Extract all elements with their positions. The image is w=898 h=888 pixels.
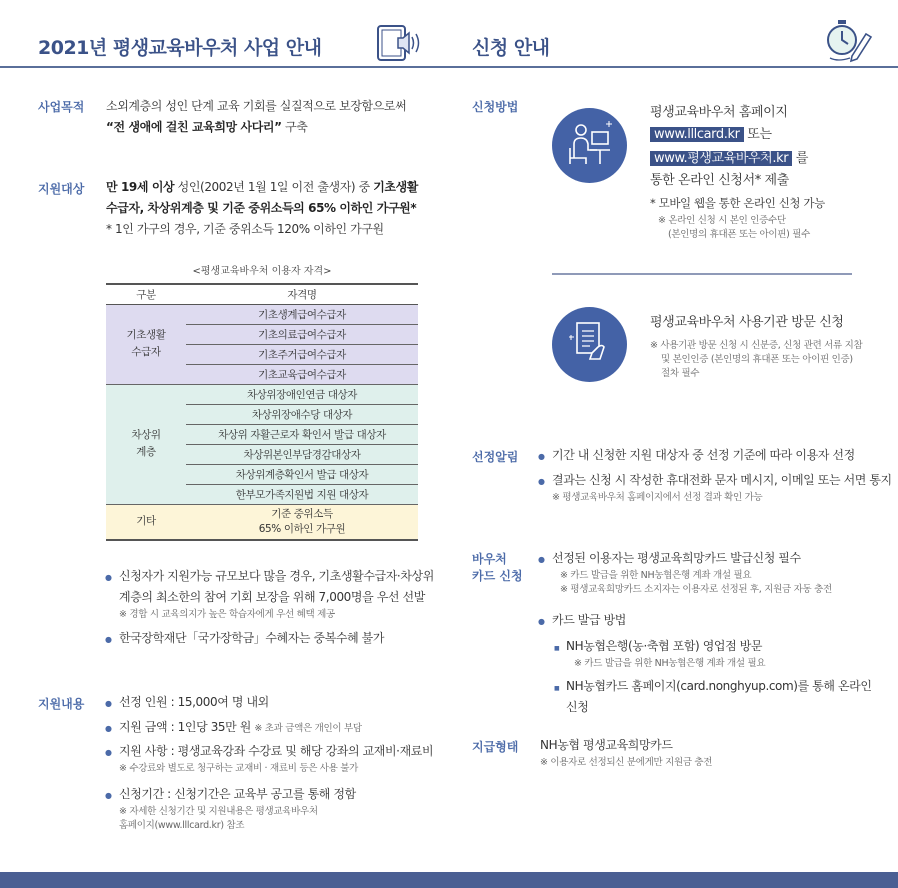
- notify-label: 선정알림: [472, 450, 519, 464]
- payment-text: NH농협 평생교육희망카드 ※ 이용자로 선정되신 분에게만 지원금 충전: [540, 738, 713, 768]
- table-header-category: 구분: [106, 284, 186, 304]
- table-row: [106, 384, 418, 404]
- document-hand-icon: [552, 307, 627, 382]
- table-cell: 차상위장애수당 대상자: [186, 404, 418, 424]
- notify-item-1: ● 기간 내 신청한 지원 대상자 중 선정 기준에 따라 이용자 선정: [552, 445, 887, 466]
- table-row: [106, 304, 418, 324]
- table-cell: 기준 중위소득 65% 이하인 가구원: [186, 504, 418, 540]
- support-label: 지원내용: [38, 697, 85, 711]
- purpose-line2: “전 생애에 걸친 교육희망 사다리” 구축: [106, 120, 308, 134]
- table-cell: 기초교육급여수급자: [186, 364, 418, 384]
- table-cell: 한부모가족지원법 지원 대상자: [186, 484, 418, 504]
- section-title-apply: 신청 안내: [472, 37, 550, 59]
- group-name-near-poverty: 차상위 계층: [106, 384, 186, 504]
- table-cell: 기초생계급여수급자: [186, 304, 418, 324]
- apply-divider: [552, 273, 852, 275]
- table-cell: 기초의료급여수급자: [186, 324, 418, 344]
- card-label: 바우처 카드 신청: [472, 552, 523, 583]
- card-method-2: ■ NH농협카드 홈페이지(card.nonghyup.com)를 통해 온라인 신청: [566, 676, 886, 718]
- card-item-1: ● 선정된 이용자는 평생교육희망카드 발급신청 필수 ※ 카드 발급을 위한 NH농협은행 계좌 개설 필요 ※ 평생교육희망카드 소지자는 이용자로 선정된 후, 지원금 자동 충전: [552, 548, 887, 597]
- header: [0, 0, 898, 68]
- table-row: [106, 504, 418, 540]
- table-cell: 차상위 자활근로자 확인서 발급 대상자: [186, 424, 418, 444]
- group-name-basic: 기초생활 수급자: [106, 304, 186, 384]
- support-item-1: ● 선정 인원 : 15,000여 명 내외: [119, 692, 439, 713]
- person-computer-icon: [552, 108, 627, 183]
- apply-label: 신청방법: [472, 100, 519, 114]
- url-lllcard[interactable]: www.lllcard.kr: [650, 127, 744, 142]
- table-cell: 차상위계층확인서 발급 대상자: [186, 464, 418, 484]
- target-note-2: ● 한국장학재단「국가장학금」수혜자는 중복수혜 불가: [119, 628, 439, 649]
- target-text: 만 19세 이상 성인(2002년 1월 1일 이전 출생자) 중 기초생활 수급자, 차상위계층 및 기준 중위소득의 65% 이하인 가구원* * 1인 가구의 경우, 기준 중위소득 120% 이하인 가구원: [106, 180, 419, 236]
- header-divider: [0, 66, 898, 68]
- eligibility-table: [106, 283, 418, 541]
- target-note-1: ● 신청자가 지원가능 규모보다 많을 경우, 기초생활수급자·차상위 계층의 최소한의 참여 기회 보장을 위해 7,000명을 우선 선발 ※ 경합 시 교육의지가 높은 학습자에게 우선 혜택 제공: [119, 566, 439, 622]
- purpose-line1: 소외계층의 성인 단계 교육 기회를 실질적으로 보장함으로써: [106, 99, 407, 113]
- support-item-2: ● 지원 금액 : 1인당 35만 원 ※ 초과 금액은 개인이 부담: [119, 717, 439, 738]
- card-item-2: ● 카드 발급 방법: [552, 610, 872, 631]
- purpose-highlight: “전 생애에 걸친 교육희망 사다리”: [106, 120, 282, 134]
- target-label: 지원대상: [38, 182, 85, 196]
- visit-apply-circle: [552, 307, 627, 382]
- support-item-3: ● 지원 사항 : 평생교육강좌 수강료 및 해당 강좌의 교재비·재료비 ※ 수강료와 별도로 청구하는 교재비 · 재료비 등은 사용 불가: [119, 741, 449, 776]
- footer-bar: [0, 872, 898, 888]
- purpose-label: 사업목적: [38, 100, 85, 114]
- url-korean[interactable]: www.평생교육바우처.kr: [650, 151, 792, 166]
- support-item-4: ● 신청기간 : 신청기간은 교육부 공고를 통해 정함 ※ 자세한 신청기간 및 지원내용은 평생교육바우처 홈페이지(www.lllcard.kr) 참조: [119, 784, 439, 833]
- table-cell: 차상위본인부담경감대상자: [186, 444, 418, 464]
- page-title: 2021년 평생교육바우처 사업 안내: [38, 37, 322, 59]
- visit-apply-block: 평생교육바우처 사용기관 방문 신청 ※ 사용기관 방문 신청 시 신분증, 신청 관련 서류 지참 및 본인인증 (본인명의 휴대폰 또는 아이핀 인증) 절차 필수: [650, 315, 863, 379]
- table-cell: 기초주거급여수급자: [186, 344, 418, 364]
- group-name-other: 기타: [106, 504, 186, 540]
- online-apply-circle: [552, 108, 627, 183]
- purpose-text: [106, 96, 426, 138]
- table-header-qualification: 자격명: [186, 284, 418, 304]
- table-caption: <평생교육바우처 이용자 자격>: [192, 266, 332, 277]
- table-cell: 차상위장애인연금 대상자: [186, 384, 418, 404]
- online-apply-block: 평생교육바우처 홈페이지 www.lllcard.kr 또는 www.평생교육바우처.kr 를 통한 온라인 신청서* 제출 * 모바일 웹을 통한 온라인 신청 가능 ※ 온라인 신청 시 본인 인증수단 (본인명의 휴대폰 또는 아이핀) 필수: [650, 105, 825, 240]
- speaker-book-icon: [376, 22, 426, 64]
- stopwatch-pencil-icon: [826, 18, 874, 64]
- payment-label: 지급형태: [472, 740, 519, 754]
- card-method-1: ■ NH농협은행(농·축협 포함) 영업점 방문 ※ 카드 발급을 위한 NH농협은행 계좌 개설 필요: [566, 636, 886, 671]
- notify-item-2: ● 결과는 신청 시 작성한 휴대전화 문자 메시지, 이메일 또는 서면 통지 ※ 평생교육바우처 홈페이지에서 선정 결과 확인 가능: [552, 470, 892, 505]
